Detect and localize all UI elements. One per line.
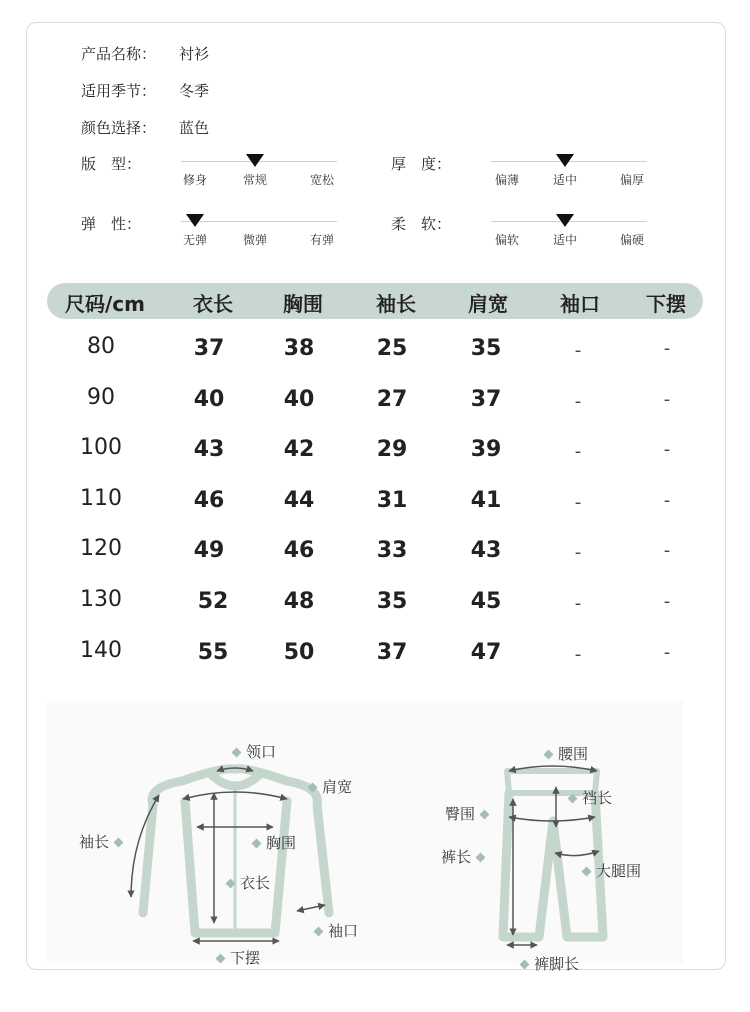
label-cuff: 袖口 <box>309 920 358 941</box>
marker-icon <box>314 927 324 937</box>
header-length: 衣长 <box>193 292 233 316</box>
season-label: 适用季节： <box>81 82 157 100</box>
color-label: 颜色选择： <box>81 119 157 137</box>
cell-cuff: - <box>574 644 582 665</box>
marker-icon <box>232 748 242 758</box>
elasticity-indicator <box>186 214 204 227</box>
fit-indicator <box>246 154 264 167</box>
marker-icon <box>568 794 578 804</box>
thickness-label: 厚 度： <box>391 155 452 173</box>
cell-sleeve: 31 <box>376 488 408 513</box>
cell-size: 110 <box>80 486 122 511</box>
label-waist: 腰围 <box>539 743 588 764</box>
marker-icon <box>114 838 124 848</box>
elasticity-option-3: 有弹 <box>309 233 335 247</box>
cell-length: 52 <box>197 589 229 614</box>
cell-cuff: - <box>574 542 582 563</box>
marker-icon <box>476 853 486 863</box>
product-name-row <box>81 43 209 64</box>
marker-icon <box>544 750 554 760</box>
cell-length: 40 <box>193 387 225 412</box>
header-sleeve: 袖长 <box>376 292 416 316</box>
thickness-option-1: 偏薄 <box>494 173 520 187</box>
cell-shoulder: 37 <box>470 387 502 412</box>
cell-cuff: - <box>574 441 582 462</box>
label-hem: 下摆 <box>211 947 260 968</box>
elasticity-label: 弹 性： <box>81 215 142 233</box>
size-table-header <box>47 283 703 319</box>
cell-chest: 50 <box>283 640 315 665</box>
cell-sleeve: 25 <box>376 336 408 361</box>
cell-hem: - <box>663 642 671 663</box>
cell-cuff: - <box>574 593 582 614</box>
cell-hem: - <box>663 439 671 460</box>
marker-icon <box>582 867 592 877</box>
cell-hem: - <box>663 338 671 359</box>
softness-option-3: 偏硬 <box>619 233 645 247</box>
label-pants-length: 裤长 <box>441 846 490 867</box>
season-value: 冬季 <box>179 82 210 100</box>
cell-sleeve: 35 <box>376 589 408 614</box>
cell-size: 130 <box>80 587 122 612</box>
cell-size: 80 <box>87 334 115 359</box>
cell-hem: - <box>663 591 671 612</box>
label-thigh: 大腿围 <box>577 860 641 881</box>
softness-scale <box>491 207 647 247</box>
cell-cuff: - <box>574 492 582 513</box>
size-chart-card <box>26 22 726 973</box>
fit-option-3: 宽松 <box>309 173 335 187</box>
cell-sleeve: 27 <box>376 387 408 412</box>
measurement-diagram <box>47 701 683 973</box>
cell-chest: 42 <box>283 437 315 462</box>
cell-size: 140 <box>80 638 122 663</box>
label-collar: 领口 <box>227 741 276 762</box>
label-rise: 裆长 <box>563 787 612 808</box>
garment-illustration <box>47 701 683 963</box>
cell-sleeve: 33 <box>376 538 408 563</box>
fit-option-1: 修身 <box>182 173 208 187</box>
fit-option-2: 常规 <box>242 173 268 187</box>
softness-option-2: 适中 <box>552 233 578 247</box>
cell-shoulder: 45 <box>470 589 502 614</box>
cell-shoulder: 35 <box>470 336 502 361</box>
label-leg-opening: 裤脚长 <box>515 953 579 974</box>
header-hem: 下摆 <box>646 292 686 316</box>
color-row <box>81 117 209 138</box>
label-sleeve: 袖长 <box>79 831 128 852</box>
product-name-value: 衬衫 <box>179 45 210 63</box>
season-row <box>81 80 209 101</box>
softness-label: 柔 软： <box>391 215 452 233</box>
fit-label: 版 型： <box>81 155 142 173</box>
thickness-option-3: 偏厚 <box>619 173 645 187</box>
cell-hem: - <box>663 389 671 410</box>
cell-size: 90 <box>87 385 115 410</box>
marker-icon <box>308 783 318 793</box>
label-chest: 胸围 <box>247 832 296 853</box>
cell-shoulder: 47 <box>470 640 502 665</box>
label-hip: 臀围 <box>445 803 494 824</box>
cell-length: 43 <box>193 437 225 462</box>
cell-length: 49 <box>193 538 225 563</box>
cell-hem: - <box>663 490 671 511</box>
marker-icon <box>226 879 236 889</box>
elasticity-scale <box>181 207 337 247</box>
cell-chest: 38 <box>283 336 315 361</box>
cell-length: 55 <box>197 640 229 665</box>
marker-icon <box>480 810 490 820</box>
cell-chest: 46 <box>283 538 315 563</box>
cell-size: 120 <box>80 536 122 561</box>
product-name-label: 产品名称： <box>81 45 157 63</box>
cell-cuff: - <box>574 340 582 361</box>
cell-sleeve: 37 <box>376 640 408 665</box>
softness-option-1: 偏软 <box>494 233 520 247</box>
marker-icon <box>520 960 530 970</box>
cell-length: 37 <box>193 336 225 361</box>
shirt-figure <box>143 769 329 933</box>
cell-length: 46 <box>193 488 225 513</box>
cell-hem: - <box>663 540 671 561</box>
cell-chest: 44 <box>283 488 315 513</box>
label-length: 衣长 <box>221 872 270 893</box>
elasticity-option-2: 微弹 <box>242 233 268 247</box>
thickness-option-2: 适中 <box>552 173 578 187</box>
thickness-indicator <box>556 154 574 167</box>
header-cuff: 袖口 <box>560 292 600 316</box>
cell-shoulder: 41 <box>470 488 502 513</box>
header-shoulder: 肩宽 <box>468 292 508 316</box>
cell-chest: 48 <box>283 589 315 614</box>
softness-indicator <box>556 214 574 227</box>
header-chest: 胸围 <box>283 292 323 316</box>
color-value: 蓝色 <box>179 119 210 137</box>
cell-sleeve: 29 <box>376 437 408 462</box>
thickness-scale <box>491 147 647 187</box>
label-shoulder: 肩宽 <box>303 776 352 797</box>
elasticity-option-1: 无弹 <box>182 233 208 247</box>
cell-chest: 40 <box>283 387 315 412</box>
cell-size: 100 <box>80 435 122 460</box>
cell-shoulder: 39 <box>470 437 502 462</box>
marker-icon <box>216 954 226 964</box>
cell-shoulder: 43 <box>470 538 502 563</box>
header-size: 尺码/cm <box>65 292 145 316</box>
marker-icon <box>252 839 262 849</box>
fit-scale <box>181 147 337 187</box>
cell-cuff: - <box>574 391 582 412</box>
